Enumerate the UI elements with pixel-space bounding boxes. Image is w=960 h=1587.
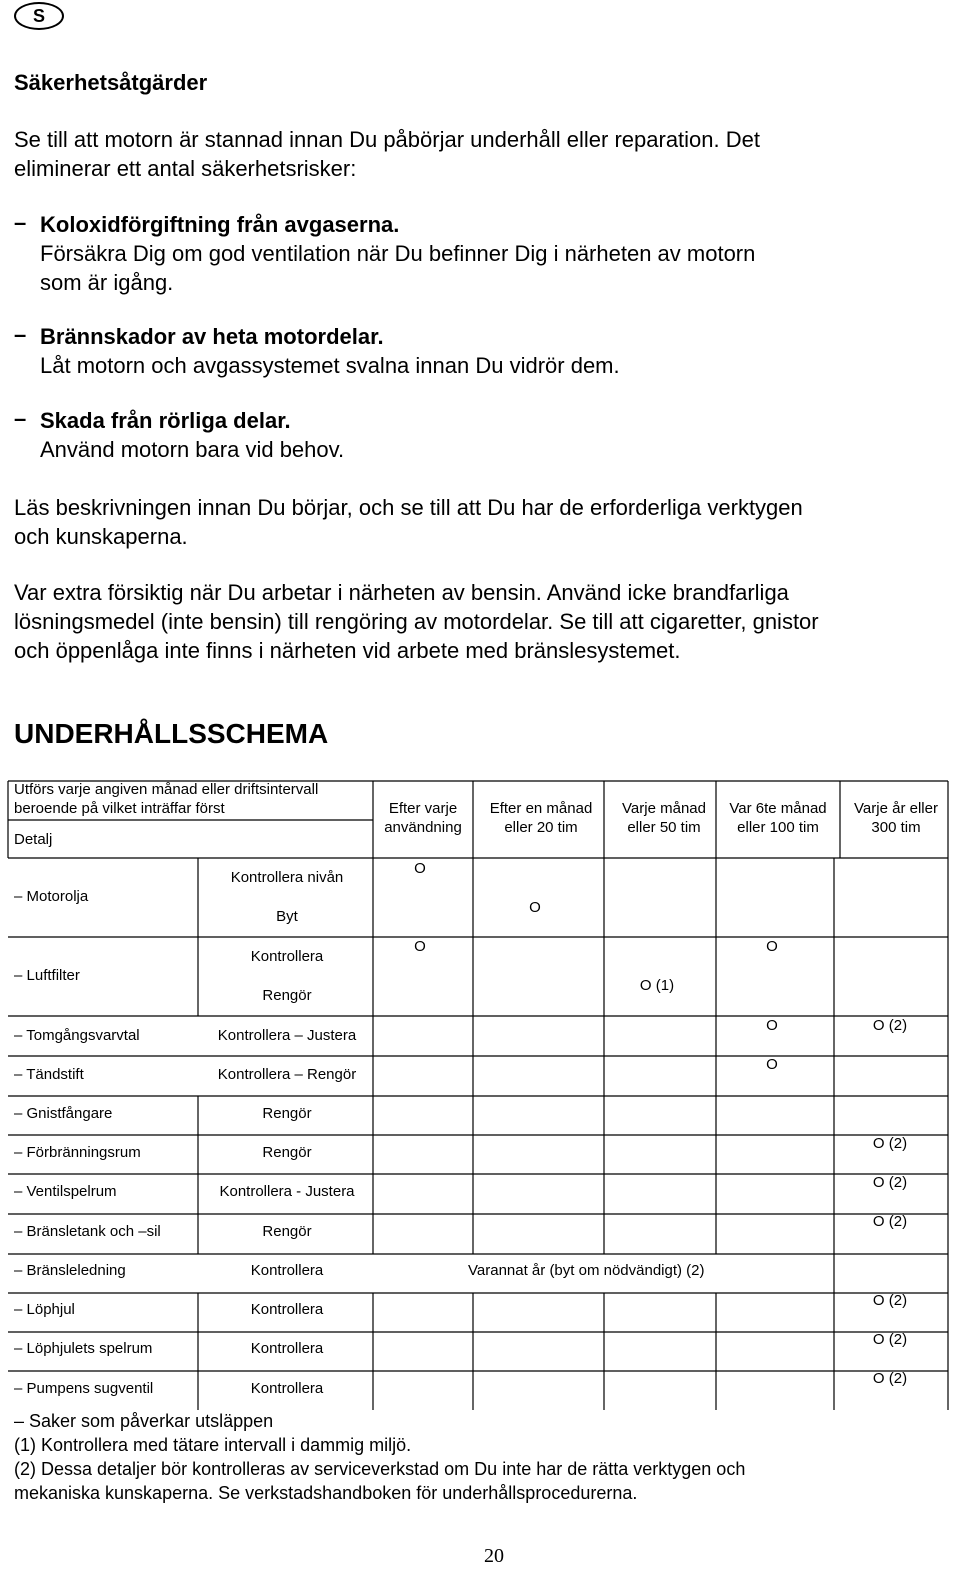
row-lophjul-spelrum-label: – Löphjulets spelrum <box>14 1340 153 1357</box>
col-monthly-l1: Varje månad <box>622 800 706 817</box>
row-lophjul-action: Kontrollera <box>250 1301 324 1318</box>
footnote-1: (1) Kontrollera med tätare intervall i dammig miljö. <box>14 1435 412 1455</box>
safety-intro-line-2: eliminerar ett antal säkerhetsrisker: <box>14 156 357 181</box>
col-after-each-use-l1: Efter varje <box>388 800 458 817</box>
schedule-header-line-1: Utförs varje angiven månad eller driftsintervall <box>14 781 319 798</box>
row-ventilspelrum-label: – Ventilspelrum <box>14 1183 117 1200</box>
row-bransletank-label: – Bränsletank och –sil <box>14 1223 161 1240</box>
col-first-month-l2: eller 20 tim <box>504 819 578 836</box>
row-tomgang-mark-six-months: O <box>766 1017 778 1034</box>
row-bransletank-action: Rengör <box>262 1223 312 1240</box>
row-bransleledning-interval: Varannat år (byt om nödvändigt) (2) <box>468 1262 705 1279</box>
schedule-title: UNDERHÅLLSSCHEMA <box>14 718 329 749</box>
hazard-co-text-1: Försäkra Dig om god ventilation när Du befinner Dig i närheten av motorn <box>40 241 756 266</box>
bullet-dash-1: – <box>14 210 27 235</box>
col-first-month-l1: Efter en månad <box>489 800 593 817</box>
row-bransleledning-label: – Bränsleledning <box>14 1262 126 1279</box>
row-motorolja-action-2: Byt <box>276 908 298 925</box>
safety-title: Säkerhetsåtgärder <box>14 70 208 95</box>
row-bransleledning-action: Kontrollera <box>250 1262 324 1279</box>
hazard-co-text-2: som är igång. <box>40 270 174 295</box>
hazard-burn-heading: Brännskador av heta motordelar. <box>40 324 384 349</box>
bullet-dash-3: – <box>14 406 27 431</box>
row-lophjul-mark-yearly: O (2) <box>872 1292 908 1309</box>
row-gnistfangare-label: – Gnistfångare <box>14 1105 113 1122</box>
row-pump-mark-yearly: O (2) <box>872 1370 908 1387</box>
col-six-months-l2: eller 100 tim <box>737 819 819 836</box>
footnote-2-line-1: (2) Dessa detaljer bör kontrolleras av serviceverkstad om Du inte har de rätta verktygen och <box>14 1459 746 1479</box>
read-instructions-line-1: Läs beskrivningen innan Du börjar, och se till att Du har de erforderliga verktygen <box>14 495 803 520</box>
row-forbranningsrum-action: Rengör <box>262 1144 312 1161</box>
fuel-caution-line-1: Var extra försiktig när Du arbetar i närheten av bensin. Använd icke brandfarliga <box>14 580 789 605</box>
col-monthly-l2: eller 50 tim <box>627 819 701 836</box>
row-forbranningsrum-mark-yearly: O (2) <box>872 1135 908 1152</box>
fuel-caution-line-3: och öppenlåga inte finns i närheten vid arbete med bränslesystemet. <box>14 638 681 663</box>
hazard-moving-heading: Skada från rörliga delar. <box>40 408 291 433</box>
row-gnistfangare-action: Rengör <box>262 1105 312 1122</box>
row-luftfilter-action-1: Kontrollera <box>250 948 324 965</box>
schedule-header-line-2: beroende på vilket inträffar först <box>14 800 225 817</box>
row-tomgang-action: Kontrollera – Justera <box>217 1027 357 1044</box>
hazard-moving-text: Använd motorn bara vid behov. <box>40 437 345 462</box>
row-ventilspelrum-mark-yearly: O (2) <box>872 1174 908 1191</box>
footnote-2-line-2: mekaniska kunskaperna. Se verkstadshandboken för underhållsprocedurerna. <box>14 1483 638 1503</box>
hazard-burn-text: Låt motorn och avgassystemet svalna innan Du vidrör dem. <box>40 353 620 378</box>
row-bransletank-mark-yearly: O (2) <box>872 1213 908 1230</box>
row-luftfilter-action-2: Rengör <box>262 987 312 1004</box>
row-forbranningsrum-label: – Förbränningsrum <box>14 1144 141 1161</box>
row-tandstift-label: – Tändstift <box>14 1066 84 1083</box>
hazard-co-heading: Koloxidförgiftning från avgaserna. <box>40 212 400 237</box>
row-tomgang-label: – Tomgångsvarvtal <box>14 1027 140 1044</box>
detail-column-label: Detalj <box>14 831 53 848</box>
row-luftfilter-mark-six-months: O <box>766 938 778 955</box>
row-tandstift-action: Kontrollera – Rengör <box>217 1066 357 1083</box>
row-luftfilter-mark-monthly: O (1) <box>639 977 675 994</box>
row-pump-action: Kontrollera <box>250 1380 324 1397</box>
row-lophjul-spelrum-mark-yearly: O (2) <box>872 1331 908 1348</box>
row-motorolja-mark-first-month: O <box>529 899 541 916</box>
language-badge: S <box>14 2 64 30</box>
bullet-dash-2: – <box>14 322 27 347</box>
row-luftfilter-mark-after-use: O <box>414 938 426 955</box>
row-lophjul-spelrum-action: Kontrollera <box>250 1340 324 1357</box>
row-tomgang-mark-yearly: O (2) <box>872 1017 908 1034</box>
row-pump-label: – Pumpens sugventil <box>14 1380 154 1397</box>
page-number: 20 <box>484 1545 504 1567</box>
safety-intro-line-1: Se till att motorn är stannad innan Du påbörjar underhåll eller reparation. Det <box>14 127 760 152</box>
col-after-each-use-l2: användning <box>384 819 462 836</box>
row-luftfilter-label: – Luftfilter <box>14 967 80 984</box>
fuel-caution-line-2: lösningsmedel (inte bensin) till rengöring av motordelar. Se till att cigaretter, gnistor <box>14 609 819 634</box>
col-yearly-l2: 300 tim <box>871 819 921 836</box>
row-tandstift-mark-six-months: O <box>766 1056 778 1073</box>
row-motorolja-mark-after-use: O <box>414 860 426 877</box>
footnote-emissions: – Saker som påverkar utsläppen <box>14 1411 274 1431</box>
col-yearly-l1: Varje år eller <box>854 800 938 817</box>
row-lophjul-label: – Löphjul <box>14 1301 75 1318</box>
row-motorolja-label: – Motorolja <box>14 888 89 905</box>
row-ventilspelrum-action: Kontrollera - Justera <box>219 1183 355 1200</box>
col-six-months-l1: Var 6te månad <box>729 800 827 817</box>
read-instructions-line-2: och kunskaperna. <box>14 524 188 549</box>
row-motorolja-action-1: Kontrollera nivån <box>230 869 344 886</box>
